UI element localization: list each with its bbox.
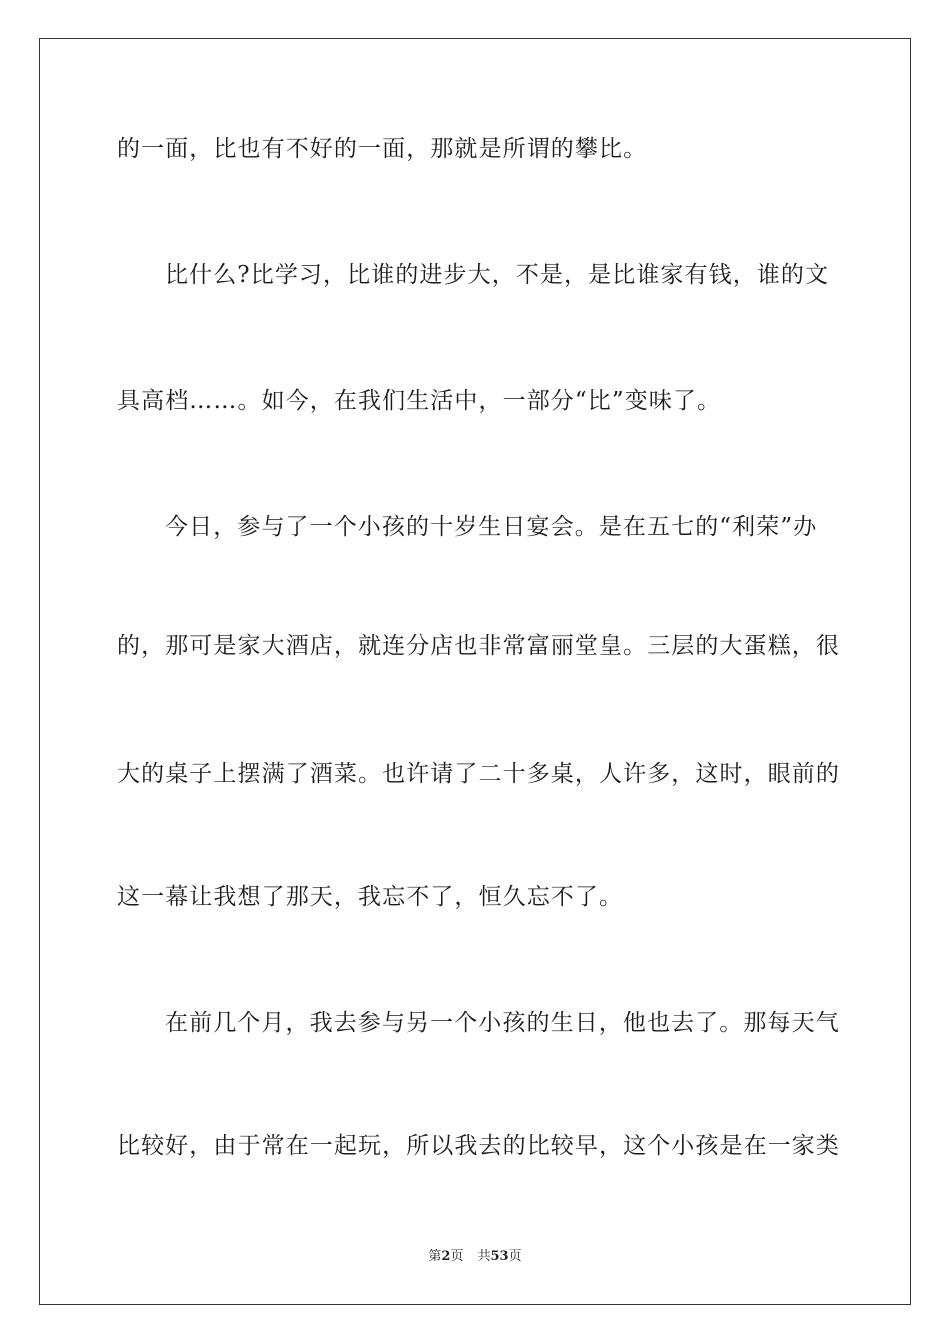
text-line-5: 的，那可是家大酒店，就连分店也非常富丽堂皇。三层的大蛋糕，很 — [117, 633, 840, 659]
page-suffix: 页 — [450, 1249, 464, 1264]
text-line-2: 比什么?比学习，比谁的进步大，不是，是比谁家有钱，谁的文 — [165, 262, 830, 288]
text-line-3: 具高档……。如今，在我们生活中，一部分“比”变味了。 — [117, 388, 722, 414]
text-line-6: 大的桌子上摆满了酒菜。也许请了二十多桌，人许多，这时，眼前的 — [117, 761, 840, 787]
text-line-4: 今日，参与了一个小孩的十岁生日宴会。是在五七的“利荣”办 — [165, 514, 818, 540]
text-line-9: 比较好，由于常在一起玩，所以我去的比较早，这个小孩是在一家类 — [117, 1133, 840, 1159]
total-prefix: 共 — [477, 1249, 491, 1264]
page-number: 2 — [441, 1249, 451, 1264]
total-pages: 53 — [490, 1249, 509, 1264]
text-line-1: 的一面，比也有不好的一面，那就是所谓的攀比。 — [117, 136, 648, 162]
page-footer — [0, 1248, 950, 1266]
page-border — [39, 38, 911, 1305]
text-line-7: 这一幕让我想了那天，我忘不了，恒久忘不了。 — [117, 884, 624, 910]
page-prefix: 第 — [428, 1249, 442, 1264]
text-line-8: 在前几个月，我去参与另一个小孩的生日，他也去了。那每天气 — [165, 1010, 840, 1036]
total-suffix: 页 — [508, 1249, 522, 1264]
